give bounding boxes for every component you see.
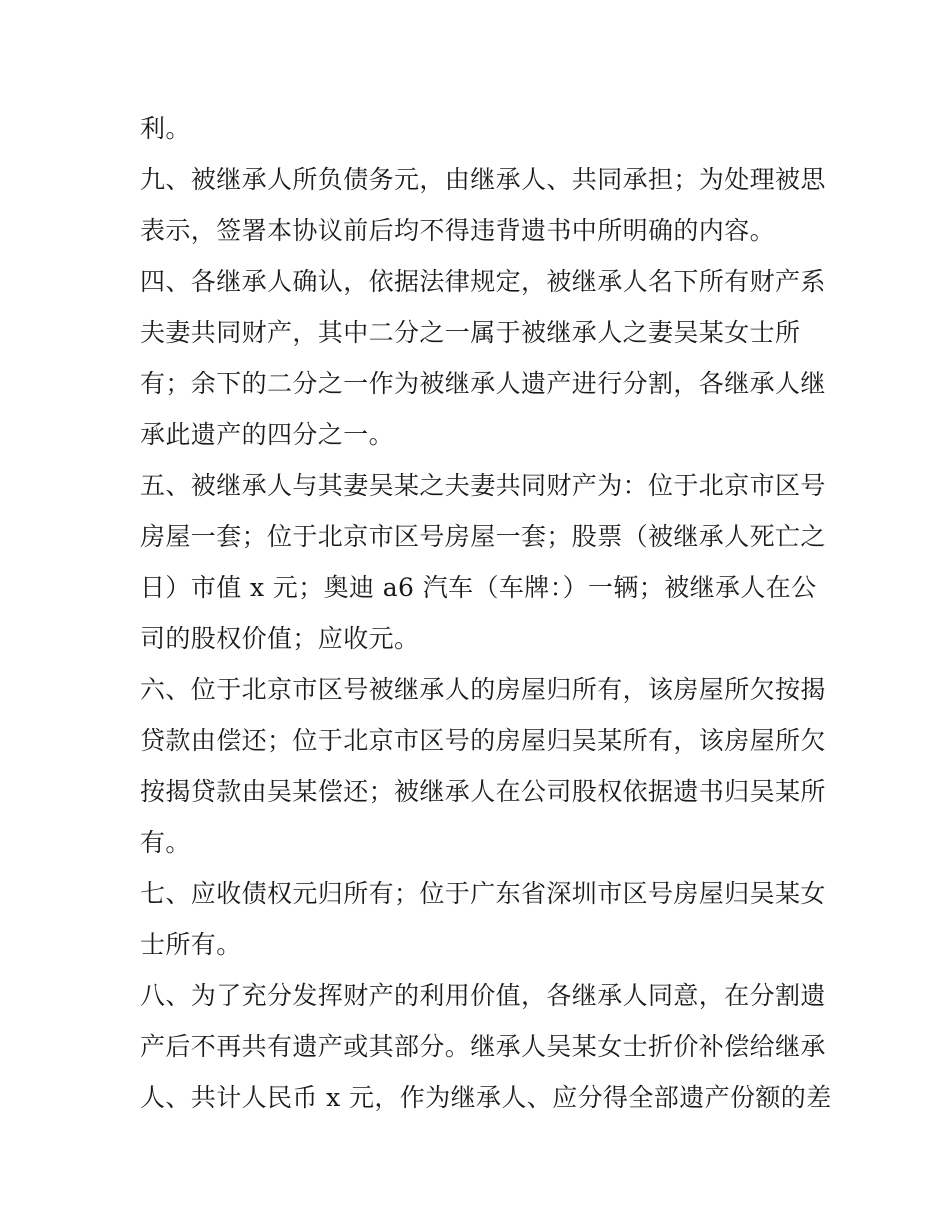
text-line-9: 房屋一套；位于北京市区号房屋一套；股票（被继承人死亡之 — [140, 522, 826, 551]
text-line-8: 五、被继承人与其妻吴某之夫妻共同财产为：位于北京市区号 — [140, 471, 826, 500]
text-line-1: 利。 — [140, 114, 191, 143]
text-line-2: 九、被继承人所负债务元，由继承人、共同承担；为处理被思 — [140, 165, 826, 194]
text-line-18: 八、为了充分发挥财产的利用价值，各继承人同意，在分割遗 — [140, 981, 826, 1010]
text-line-14: 按揭贷款由吴某偿还；被继承人在公司股权依据遗书归吴某所 — [140, 777, 826, 806]
text-line-6: 有；余下的二分之一作为被继承人遗产进行分割，各继承人继 — [140, 369, 826, 398]
text-line-10: 日）市值 x 元；奥迪 a6 汽车（车牌：）一辆；被继承人在公 — [140, 573, 817, 602]
text-line-13: 贷款由偿还；位于北京市区号的房屋归吴某所有，该房屋所欠 — [140, 726, 826, 755]
text-line-7: 承此遗产的四分之一。 — [140, 420, 395, 449]
text-line-3: 表示，签署本协议前后均不得违背遗书中所明确的内容。 — [140, 216, 776, 245]
text-line-19: 产后不再共有遗产或其部分。继承人吴某女士折价补偿给继承 — [140, 1032, 826, 1061]
text-line-11: 司的股权价值；应收元。 — [140, 624, 420, 653]
text-line-20: 人、共计人民币 x 元，作为继承人、应分得全部遗产份额的差 — [140, 1083, 832, 1112]
text-line-4: 四、各继承人确认，依据法律规定，被继承人名下所有财产系 — [140, 267, 826, 296]
text-line-12: 六、位于北京市区号被继承人的房屋归所有，该房屋所欠按揭 — [140, 675, 826, 704]
text-line-17: 士所有。 — [140, 930, 242, 959]
text-line-15: 有。 — [140, 828, 191, 857]
text-line-5: 夫妻共同财产，其中二分之一属于被继承人之妻吴某女士所 — [140, 318, 801, 347]
text-line-16: 七、应收债权元归所有；位于广东省深圳市区号房屋归吴某女 — [140, 879, 826, 908]
